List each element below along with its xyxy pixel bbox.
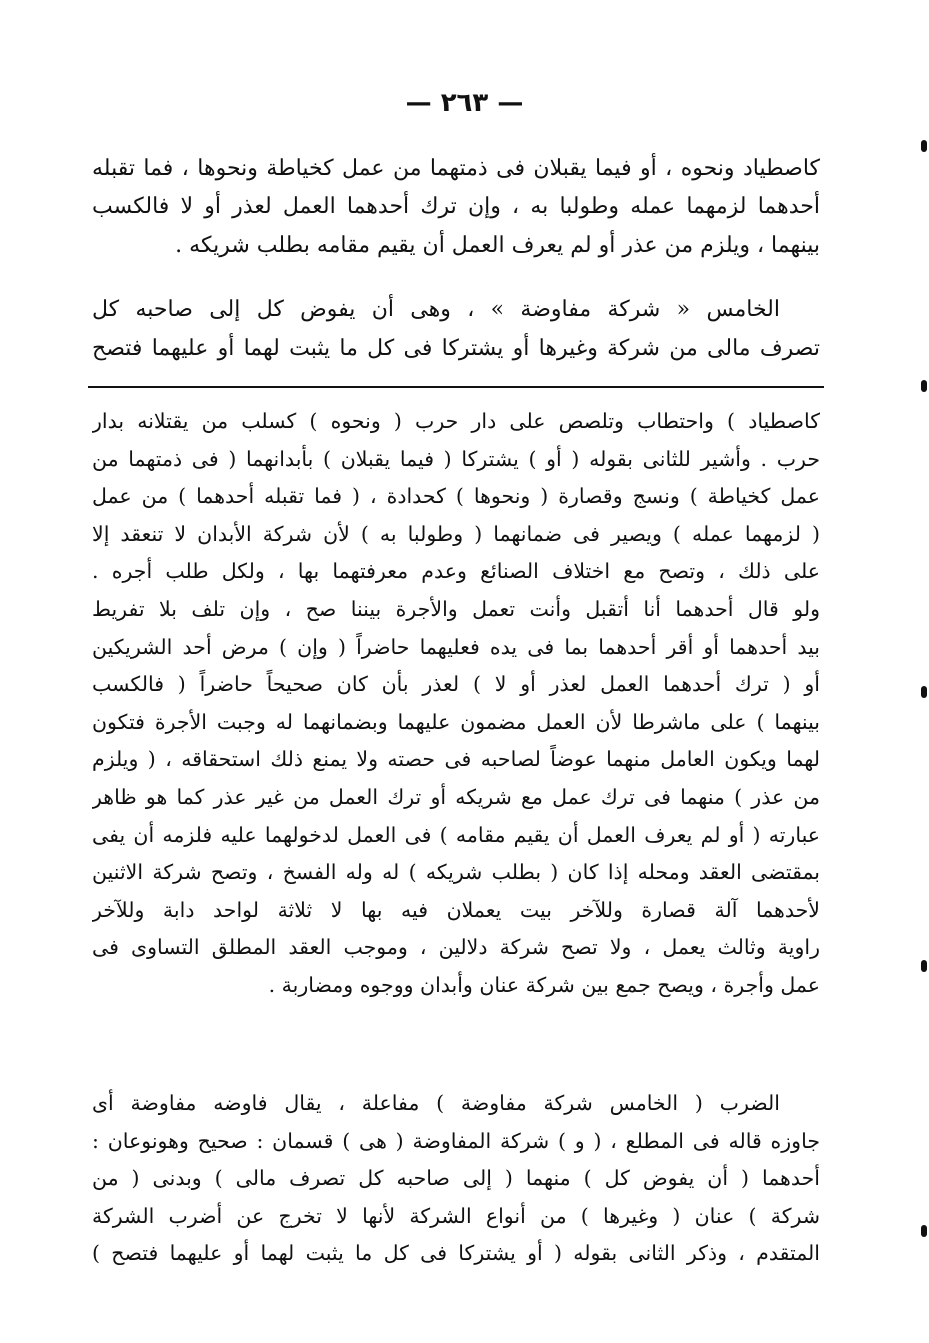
text-line: لهما ويكون العامل منهما عوضاً لصاحبه فى حصته ولا يمنع ذلك استحقاقه ، ( ويلزم <box>92 747 820 772</box>
text-line: ولو قال أحدهما أنا أتقبل وأنت تعمل والأجرة بيننا صح ، وإن تلف بلا تفريط <box>92 596 820 621</box>
text-line: كاصطياد ) واحتطاب وتلصص على دار حرب ( ونحوه ) كسلب من يقتلانه بدار <box>92 409 820 433</box>
text-line: عمل كخياطة ) ونسج وقصارة ( ونحوها ) كحدادة ، ( فما تقبله أحدهما ) من عمل <box>92 484 820 509</box>
text-line: كاصطياد ونحوه ، أو فيما يقبلان فى ذمتهما من عمل كخياطة ونحوها ، فما تقبله <box>92 156 820 181</box>
text-line: على ذلك ، وتصح مع اختلاف الصنائع وعدم معرفتهما بها ، ولكل طلب أجره . <box>92 559 820 584</box>
text-line: أحدهما ( أن يفوض كل ) منهما ( إلى صاحبه كل تصرف مالى ) وبدنى ( من <box>92 1166 820 1191</box>
text-line: راوية وثالث يعمل ، ولا تصح شركة دلالين ، وموجب العقد المطلق التساوى فى <box>92 935 820 960</box>
text-line: عبارته ( أو لم يعرف العمل أن يقيم مقامه ) فى العمل لدخولهما عليه فلزمه أن يفى <box>92 822 820 847</box>
page-number: — ٢٦٣ — <box>405 88 524 118</box>
text-line: عمل وأجرة ، ويصح جمع بين شركة عنان وأبدان ووجوه ومضاربة . <box>268 972 820 997</box>
main-text-paragraph-2 <box>92 290 820 368</box>
text-line: بينهما ) على ماشرطا لأن العمل مضمون عليهما وبضمانهما له وجبت الأجرة فتكون <box>92 709 820 734</box>
margin-mark <box>921 380 927 392</box>
text-line: المتقدم ، وذكر الثانى بقوله ( أو يشتركا فى كل ما يثبت لهما أو عليهما فتصح ) <box>92 1241 820 1266</box>
text-line: بينهما ، ويلزم من عذر أو لم يعرف العمل أن يقيم مقامه بطلب شريكه . <box>175 232 820 258</box>
text-line: تصرف مالى من شركة وغيرها أو يشتركا فى كل ما يثبت لهما أو عليهما فتصح <box>92 336 820 361</box>
text-line: الضرب ( الخامس شركة مفاوضة ) مفاعلة ، يقال فاوضه مفاوضة أى <box>92 1091 780 1115</box>
commentary-paragraph-1 <box>92 403 820 1005</box>
text-line: ( لزمهما عمله ) ويصير فى ضمانهما ( وطولبا به ) لأن شركة الأبدان لا تنعقد إلا <box>92 521 820 546</box>
text-line: بيد أحدهما أو أقر أحدهما بما فى يده فعليهما حاضراً ( وإن ) مرض أحد الشريكين <box>92 634 820 659</box>
text-line: جاوزه قاله فى المطلع ، ( و ) شركة المفاوضة ( هى ) قسمان : صحيح وهونوعان : <box>92 1128 820 1153</box>
text-line: لأحدهما آلة قصارة وللآخر بيت يعملان فيه بها لا ثلاثة لواحد دابة وللآخر <box>92 897 820 922</box>
margin-mark <box>921 1225 927 1237</box>
commentary-paragraph-2 <box>92 1085 820 1273</box>
text-line: الخامس « شركة مفاوضة » ، وهى أن يفوض كل إلى صاحبه كل <box>92 297 780 322</box>
margin-mark <box>921 686 927 698</box>
text-line: أو ( ترك أحدهما العمل لعذر أو لا ) لعذر بأن كان صحيحاً حاضراً ( فالكسب <box>92 672 820 697</box>
text-line: شركة ) عنان ( وغيرها ) من أنواع الشركة لأنها لا تخرج عن أضرب الشركة <box>92 1203 820 1228</box>
main-text-paragraph-1 <box>92 150 820 265</box>
margin-mark <box>921 140 927 152</box>
text-line: أحدهما لزمهما عمله وطولبا به ، وإن ترك أحدهما العمل لعذر أو لا فالكسب <box>92 194 820 220</box>
section-divider <box>88 386 824 388</box>
margin-mark <box>921 960 927 972</box>
text-line: بمقتضى العقد ومحله إذا كان ( بطلب شريكه ) له وله الفسخ ، وتصح شركة الاثنين <box>92 860 820 885</box>
text-line: من عذر ) منهما فى ترك عمل مع شريكه أو ترك العمل من غير عذر كما هو ظاهر <box>92 784 820 809</box>
text-line: حرب . وأشير للثانى بقوله ( أو ) يشتركا ( فيما يقبلان ) بأبدانهما ( فى ذمتهما من <box>92 446 820 471</box>
